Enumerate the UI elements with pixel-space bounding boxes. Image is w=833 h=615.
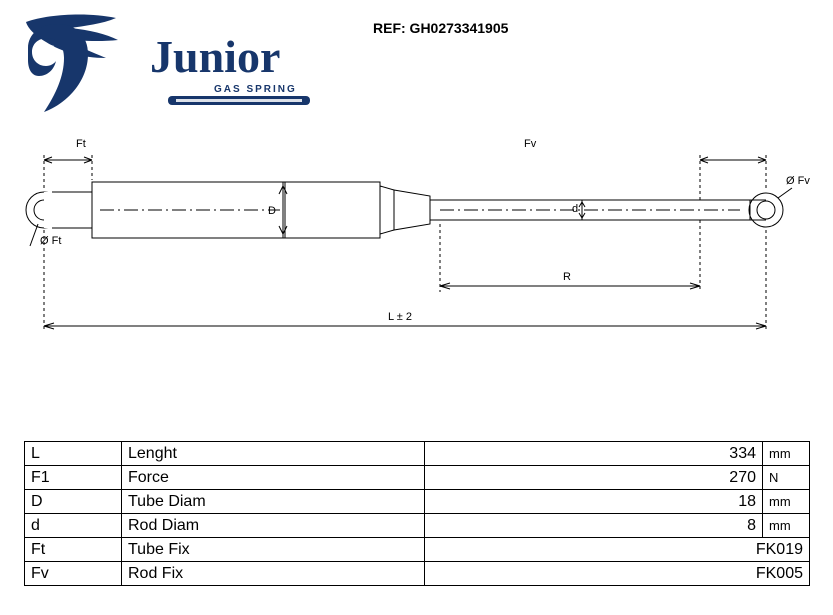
- row-unit: mm: [763, 442, 810, 466]
- row-description: Rod Fix: [122, 562, 425, 586]
- tube-body-section2: [285, 182, 380, 238]
- row-value: 18: [425, 490, 763, 514]
- row-value: 270: [425, 466, 763, 490]
- row-symbol: d: [25, 514, 122, 538]
- table-row: [25, 562, 810, 586]
- row-symbol: L: [25, 442, 122, 466]
- brand-underline-bar: [168, 96, 310, 105]
- reference-code: REF: GH0273341905: [373, 20, 509, 36]
- table-row: [25, 514, 810, 538]
- label-ft-top: Ft: [76, 138, 86, 150]
- table-row: [25, 538, 810, 562]
- row-description: Tube Fix: [122, 538, 425, 562]
- wing-emblem-icon: [18, 8, 138, 118]
- row-value: 8: [425, 514, 763, 538]
- table-row: [25, 442, 810, 466]
- table-row: [25, 490, 810, 514]
- row-unit: N: [763, 466, 810, 490]
- row-symbol: F1: [25, 466, 122, 490]
- brand-subtitle: GAS SPRING: [214, 84, 297, 95]
- gas-spring-technical-drawing: [0, 120, 833, 420]
- row-symbol: D: [25, 490, 122, 514]
- label-fv-top: Fv: [524, 138, 537, 150]
- label-stroke: R: [563, 271, 571, 283]
- row-description: Lenght: [122, 442, 425, 466]
- label-ft-diameter: Ø Ft: [40, 235, 62, 247]
- row-value: 334: [425, 442, 763, 466]
- row-value: FK019: [425, 538, 810, 562]
- row-unit: mm: [763, 514, 810, 538]
- row-unit: mm: [763, 490, 810, 514]
- row-description: Force: [122, 466, 425, 490]
- row-symbol: Ft: [25, 538, 122, 562]
- brand-name: Junior: [150, 31, 281, 82]
- label-rod-diameter: d: [572, 203, 579, 215]
- specification-table: [24, 441, 810, 586]
- label-tube-diameter: D: [268, 205, 276, 217]
- label-fv-diameter: Ø Fv: [786, 175, 810, 187]
- table-row: [25, 466, 810, 490]
- brand-logo: [18, 8, 318, 118]
- row-value: FK005: [425, 562, 810, 586]
- label-total-length: L ± 2: [388, 311, 412, 323]
- row-description: Tube Diam: [122, 490, 425, 514]
- row-description: Rod Diam: [122, 514, 425, 538]
- row-symbol: Fv: [25, 562, 122, 586]
